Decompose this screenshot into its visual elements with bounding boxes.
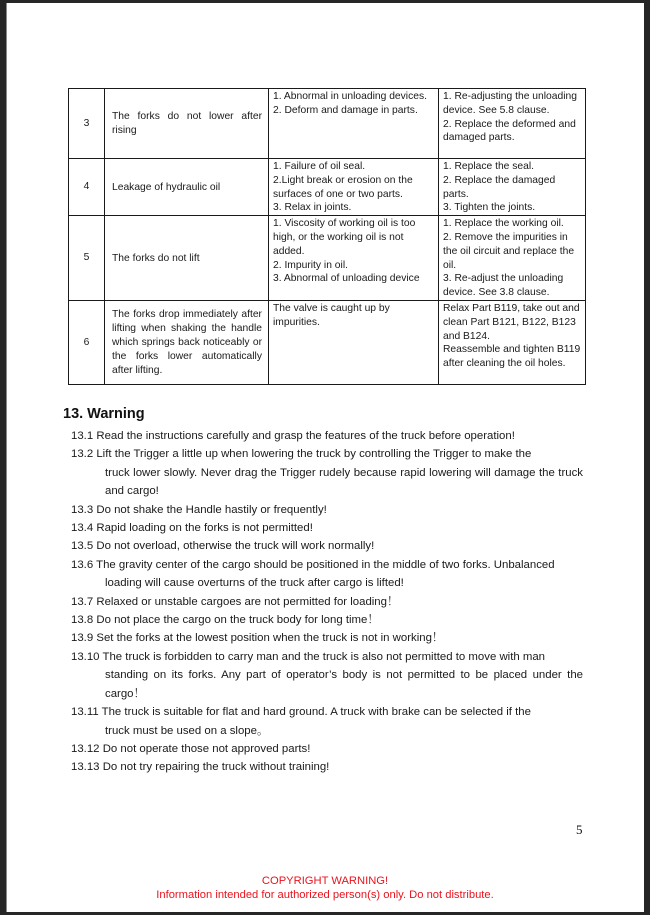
remedy-line: 3. Re-adjust the unloading device. See 3.8 clause. [443,273,564,299]
warning-item [71,758,583,776]
warning-item [71,648,583,703]
item-text: Relaxed or unstable cargoes are not permitted for loading！ [96,595,399,608]
row-number: 3 [69,89,105,159]
item-text: Do not try repairing the truck without training! [102,761,330,774]
item-number: 13.5 [71,540,94,553]
warning-item [71,629,583,647]
item-number: 13.10 [71,650,100,663]
table-row [69,216,586,301]
item-number: 13.1 [71,430,94,442]
cause-line: 2. Impurity in oil. [273,259,348,271]
remedy-line: 1. Replace the seal. [443,161,535,172]
item-continuation: truck must be used on a slope。 [105,724,269,737]
item-number: 13.12 [71,742,100,755]
warning-item [71,445,583,500]
cause-line: 2. Deform and damage in parts. [273,104,418,116]
row-number: 6 [69,300,105,384]
remedy-line: Reassemble and tighten B119 after cleaning the oil holes. [443,344,581,370]
remedy-cell [439,300,586,384]
cause-line: The valve is caught up by impurities. [273,302,390,328]
item-text: The truck is suitable for flat and hard ground. A truck with brake can be selected if the [101,706,531,719]
item-number: 13.11 [71,706,99,719]
cause-line: 3. Relax in joints. [273,202,352,214]
cause-line: 1. Failure of oil seal. [273,161,366,172]
item-text: Do not shake the Handle hastily or frequently! [96,503,327,516]
item-number: 13.13 [71,761,100,774]
remedy-line: Relax Part B119, take out and clean Part B121, B122, B123 and B124. [443,302,580,342]
warning-item [71,703,583,740]
item-number: 13.2 [71,448,94,461]
item-text: Rapid loading on the forks is not permitted! [96,522,313,535]
warning-item [71,519,583,537]
table-row [69,300,586,384]
warning-item [71,537,583,555]
table-row [69,159,586,216]
symptom-cell: The forks do not lower after rising [105,89,269,159]
section-title: 13. Warning [63,406,145,422]
item-text: Set the forks at the lowest position when the truck is not in working！ [96,632,444,645]
item-number: 13.9 [71,632,94,645]
item-text: The gravity center of the cargo should be positioned in the middle of two forks. Unbalanced [96,558,555,571]
remedy-line: 1. Replace the working oil. [443,218,564,230]
warning-item [71,593,583,611]
warning-list [71,427,583,777]
item-number: 13.3 [71,503,94,516]
item-text: Do not overload, otherwise the truck will work normally! [96,540,375,553]
cause-line: 1. Viscosity of working oil is too high, or the working oil is not added. [273,218,416,257]
item-number: 13.4 [71,522,94,535]
item-number: 13.7 [71,595,94,608]
item-text: Lift the Trigger a little up when lowering the truck by controlling the Trigger to make the [96,448,532,461]
warning-item [71,611,583,629]
item-text: Do not place the cargo on the truck body for long time！ [96,614,379,627]
item-continuation: standing on its forks. Any part of operator’s body is not permitted to be placed under the cargo！ [105,669,583,700]
row-number: 5 [69,216,105,301]
remedy-cell [439,159,586,216]
item-number: 13.6 [71,558,94,571]
warning-item [71,501,583,519]
remedy-line: 2. Replace the damaged parts. [443,174,556,200]
troubleshooting-table [68,88,586,385]
copyright-notice [6,874,644,902]
item-text: The truck is forbidden to carry man and the truck is also not permitted to move with man [102,650,546,663]
item-number: 13.8 [71,614,94,627]
cause-cell [269,300,439,384]
remedy-line: 2. Remove the impurities in the oil circuit and replace the oil. [443,231,575,271]
item-continuation: loading will cause overturns of the truck after cargo is lifted! [105,577,404,590]
cause-cell [269,159,439,216]
cause-line: 1. Abnormal in unloading devices. [273,91,427,102]
row-number: 4 [69,159,105,216]
item-text: Read the instructions carefully and grasp the features of the truck before operation! [96,430,515,442]
remedy-line: 1. Re-adjusting the unloading device. See 5.8 clause. [443,91,577,116]
cause-line: 3. Abnormal of unloading device [273,273,420,285]
symptom-cell: The forks do not lift [105,216,269,301]
symptom-cell: The forks drop immediately after lifting when shaking the handle which springs back noticeably or the forks lower automatically after lifting. [105,300,269,384]
item-text: Do not operate those not approved parts! [102,742,311,755]
remedy-line: 3. Tighten the joints. [443,202,536,214]
warning-item [71,427,583,445]
remedy-cell [439,89,586,159]
warning-item [71,740,583,758]
warning-item [71,556,583,593]
remedy-cell [439,216,586,301]
copyright-title: COPYRIGHT WARNING! [261,875,389,887]
cause-cell [269,89,439,159]
copyright-text: Information intended for authorized person(s) only. Do not distribute. [156,889,494,901]
item-continuation: truck lower slowly. Never drag the Trigger rudely because rapid lowering will damage the truck and cargo! [105,466,583,498]
symptom-cell: Leakage of hydraulic oil [105,159,269,216]
table-row [69,89,586,159]
document-page [6,3,644,912]
cause-line: 2.Light break or erosion on the surfaces of one or two parts. [273,174,413,200]
remedy-line: 2. Replace the deformed and damaged parts. [443,118,576,144]
page-number: 5 [576,822,583,837]
cause-cell [269,216,439,301]
